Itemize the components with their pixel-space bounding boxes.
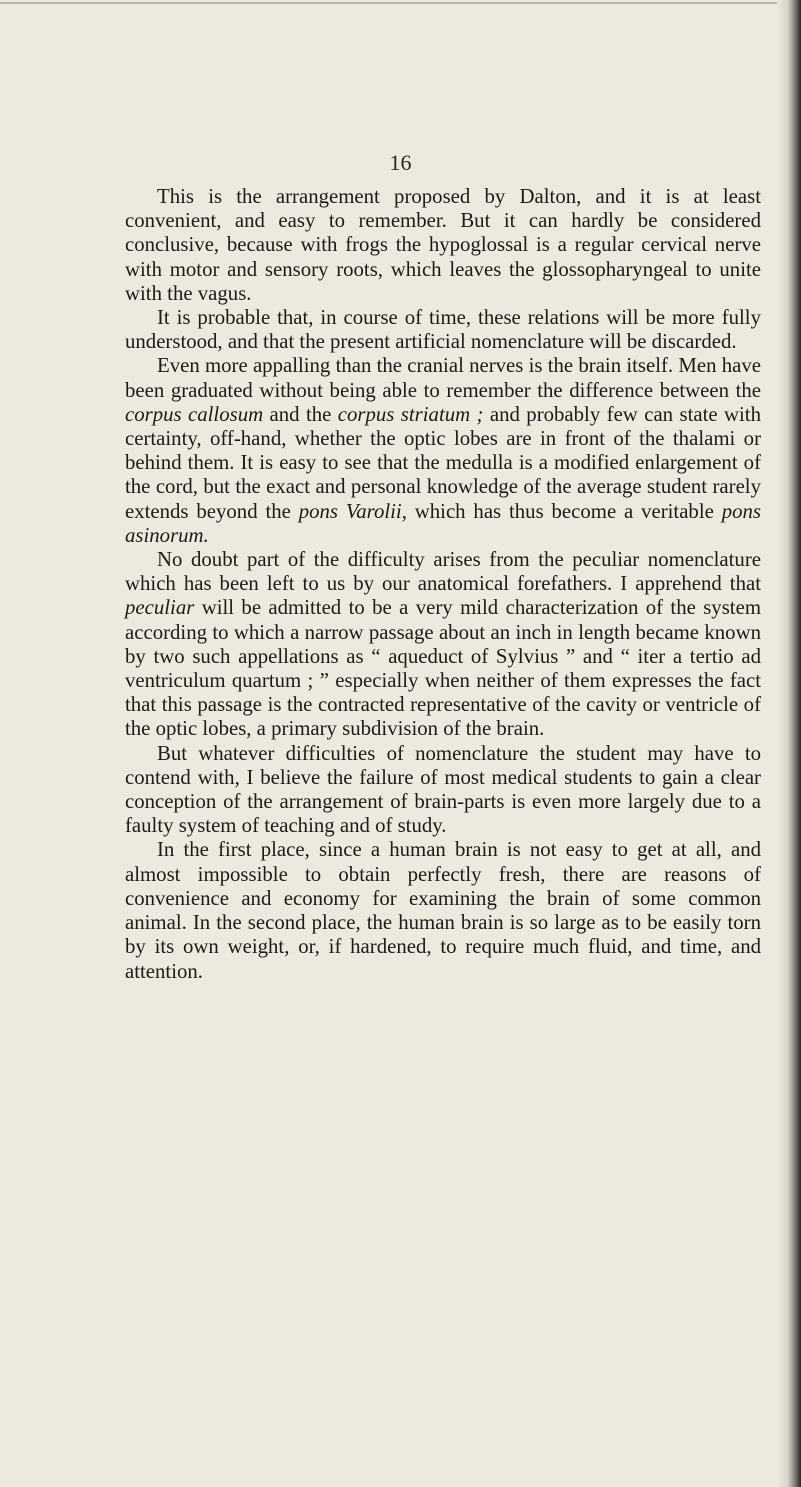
text-run: It is probable that, in course of time, these relations will be more fully understood, and that the present artificial nomenclature will be discarded. [125,306,761,354]
italic-term: corpus striatum ; [337,402,484,426]
text-run: , which has thus become a veritable [401,499,722,523]
top-rule [0,2,790,4]
page-number: 16 [389,150,412,175]
text-run: But whatever difficulties of nomenclature the student may have to contend with, I believe the failure of most medical students to gain a clear conception of the arrangement of brain-parts is even more largely due to a faulty system of teaching and of study. [125,741,761,838]
body-text [125,185,761,984]
text-run: Even more appalling than the cranial nerves is the brain itself. Men have been graduated without being able to remember the difference between the [125,354,761,402]
text-run: No doubt part of the difficulty arises from the peculiar nomenclature which has been left to us by our anatomical forefathers. I apprehend that [125,548,761,596]
paragraph [125,742,761,839]
text-run: This is the arrangement proposed by Dalton, and it is at least convenient, and easy to remember. But it can hardly be considered conclusive, because with frogs the hypoglossal is a regular cervical nerve with motor and sensory roots, which leaves the glossopharyngeal to unite with the vagus. [125,185,761,305]
page-edge-shadow [777,0,801,1487]
text-run: will be admitted to be a very mild characterization of the system according to which a narrow passage about an inch in length became known by two such appellations as “ aqueduct of Sylvius ” and “ iter a tertio ad ventriculum quartum ; ” especially when neither of them expresses the fact that this passage is the contracted representative of the cavity or ventricle of the optic lobes, a primary subdivision of the brain. [125,596,761,741]
italic-term: corpus callosum [125,402,264,426]
text-run: and the [263,402,338,426]
text-run: and probably few can state with certainty, off-hand, whether the optic lobes are in front of the thalami or behind them. It is easy to see that the medulla is a modified enlargement of the cord, but the exact and personal knowledge of the average student rarely extends beyond the [125,402,761,523]
italic-term: pons asinorum. [125,499,761,547]
paragraph [125,838,761,983]
paragraph [125,548,761,742]
italic-term: peculiar [125,596,195,620]
italic-term: pons Varolii [298,499,402,523]
paragraph [125,354,761,548]
text-run: In the first place, since a human brain is not easy to get at all, and almost impossible to obtain perfectly fresh, there are reasons of convenience and economy for examining the brain of some common animal. In the second place, the human brain is so large as to be easily torn by its own weight, or, if hardened, to require much fluid, and time, and attention. [125,838,761,983]
paragraph [125,306,761,354]
paragraph [125,185,761,306]
